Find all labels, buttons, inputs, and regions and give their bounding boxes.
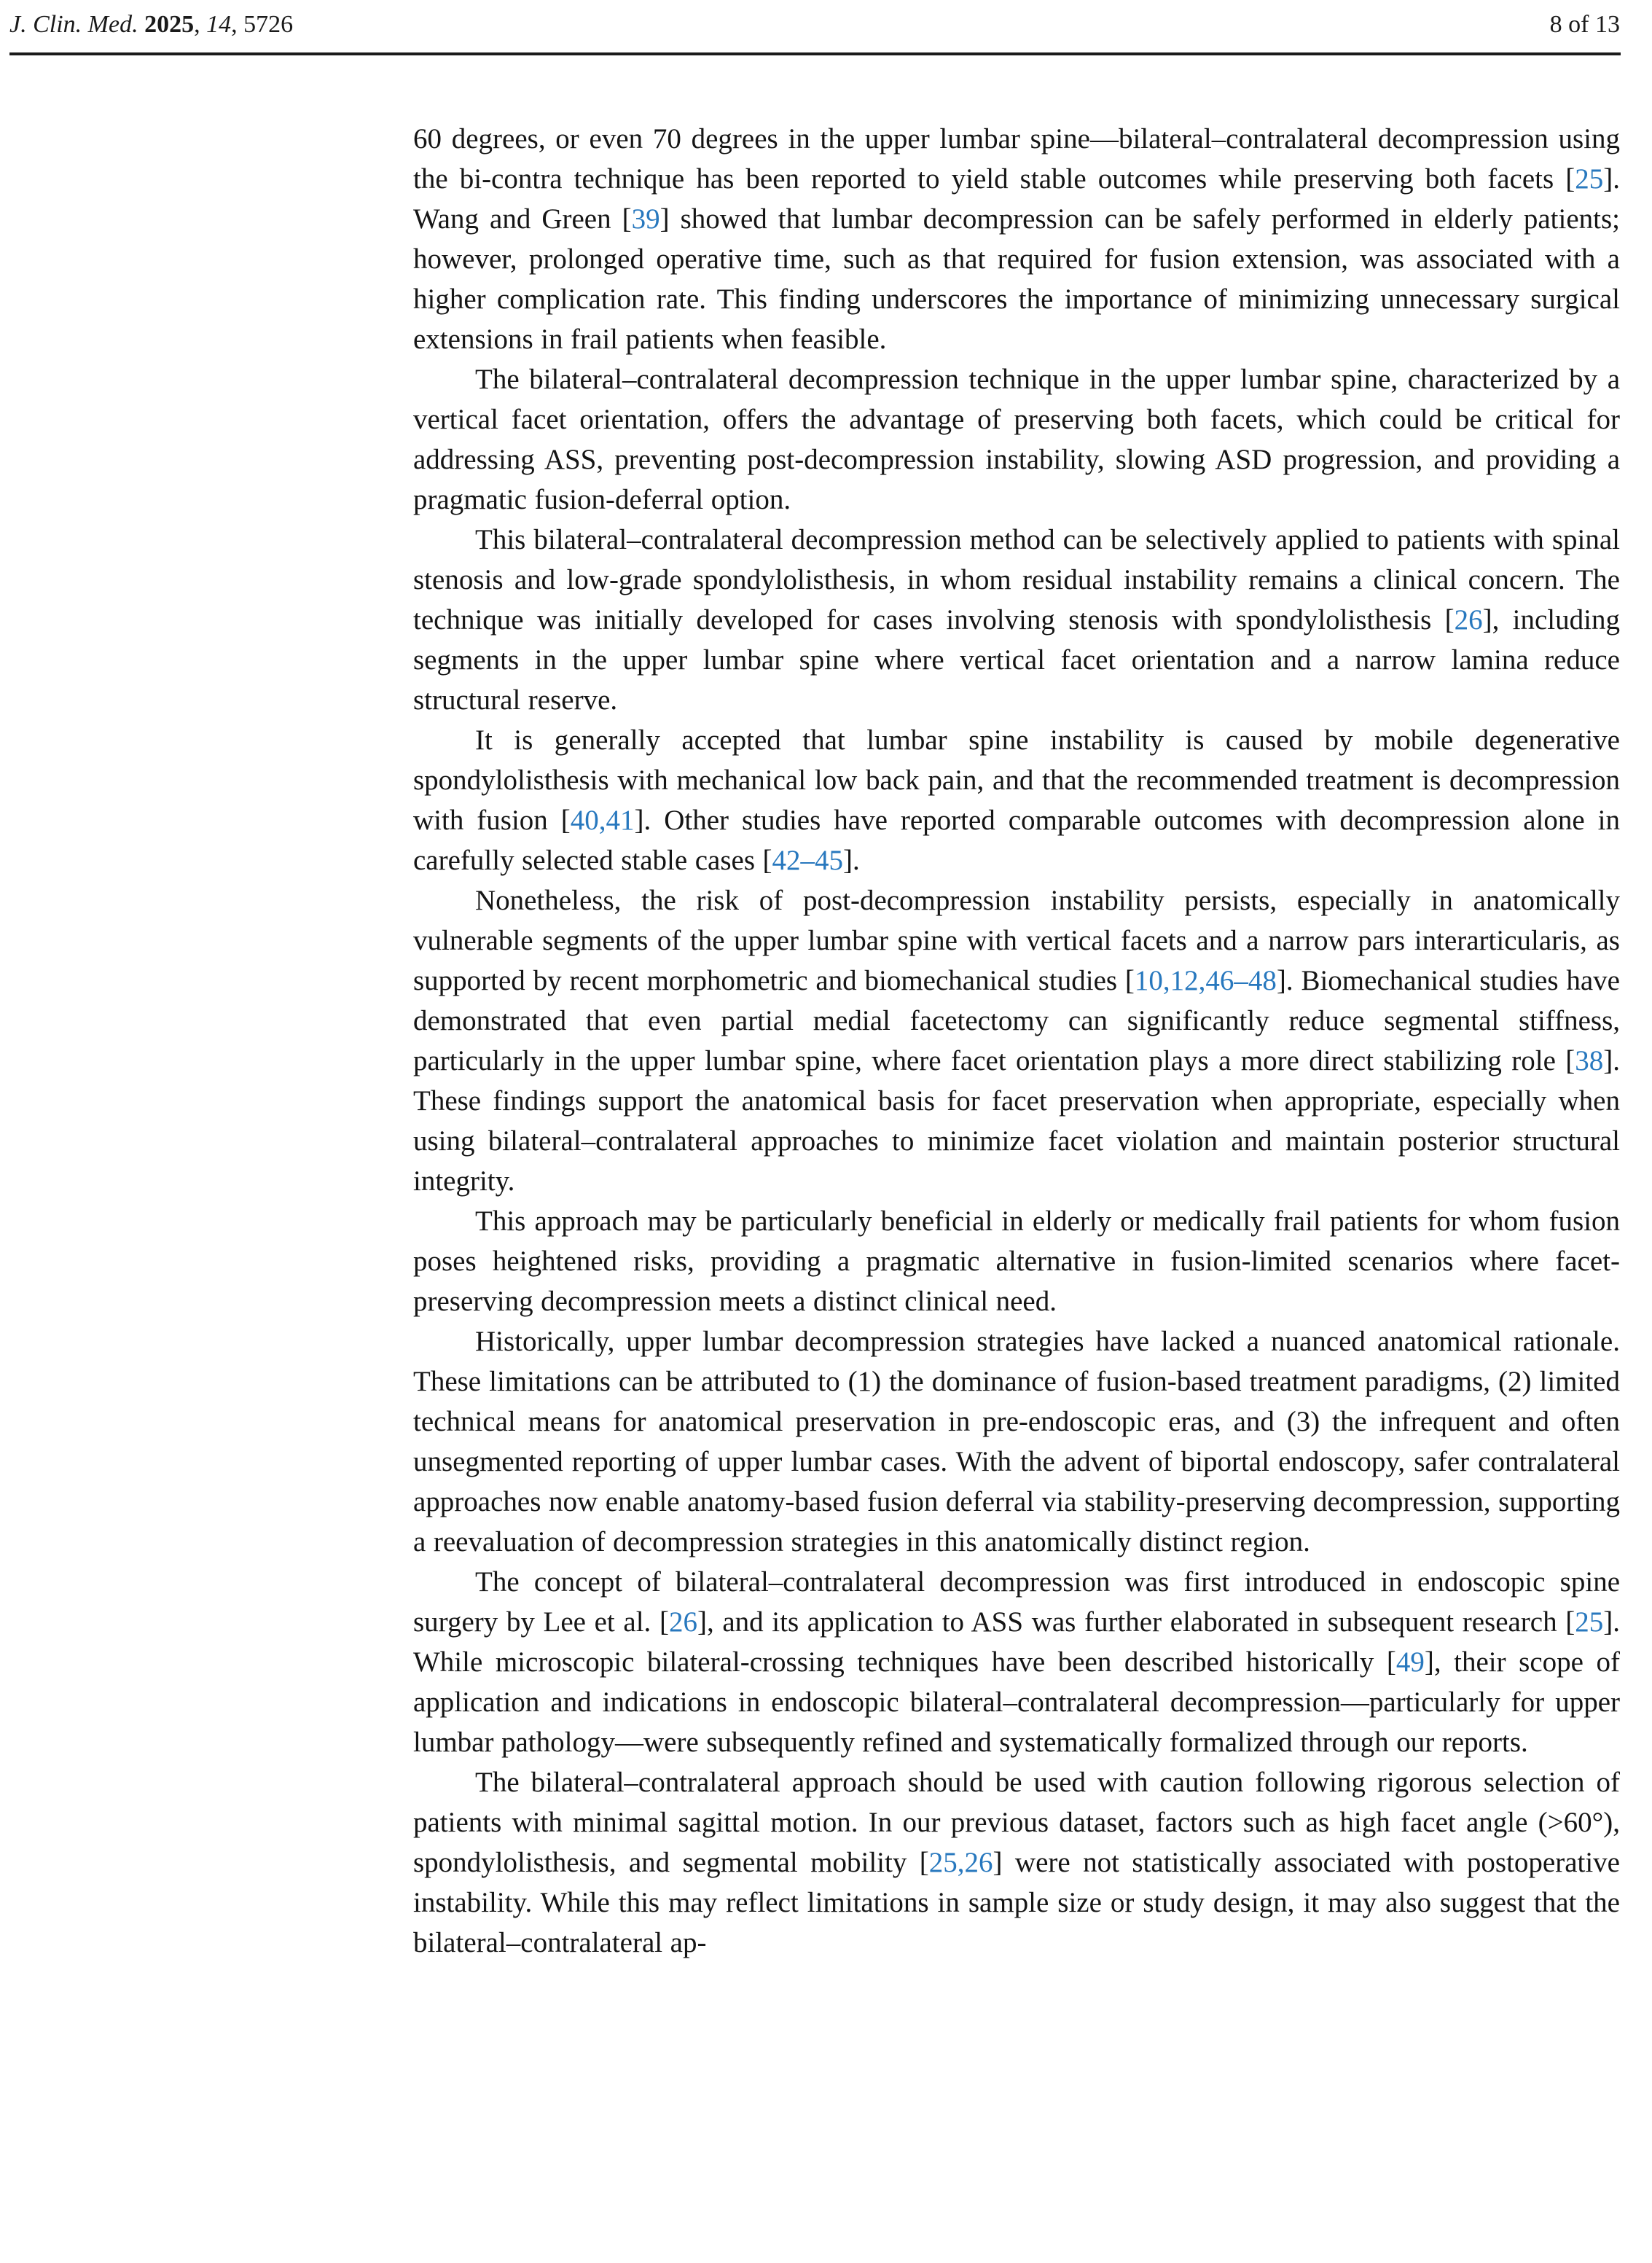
- citation-link[interactable]: 26: [668, 1606, 697, 1638]
- paragraph: The bilateral–contralateral decompression technique in the upper lumbar spine, characterized by a vertical facet orientation, offers the advantage of preserving both facets, which could be critical for addressing ASS, preventing post-decompression instability, slowing ASD progression, and providing a pragmatic fusion-deferral option.: [413, 364, 1620, 515]
- citation-link[interactable]: 39: [631, 203, 660, 235]
- citation-link[interactable]: 25,26: [928, 1847, 993, 1878]
- header-sep: ,: [194, 11, 207, 38]
- citation-link[interactable]: 10,12,46–48: [1134, 965, 1277, 996]
- citation-link[interactable]: 38: [1575, 1045, 1604, 1076]
- citation-link[interactable]: 40,41: [570, 805, 635, 836]
- paragraph: 60 degrees, or even 70 degrees in the upper lumbar spine—bilateral–contralateral decompression using the bi-contra technique has been reported to yield stable outcomes while preserving both facets [25]. Wang and Green [39] showed that lumbar decompression can be safely performed in elderly patients; however, prolonged operative time, such as that required for fusion extension, was associated with a higher complication rate. This finding underscores the importance of minimizing unnecessary surgical extensions in frail patients when feasible.: [413, 123, 1620, 355]
- paragraph: It is generally accepted that lumbar spine instability is caused by mobile degenerative spondylolisthesis with mechanical low back pain, and that the recommended treatment is decompression with fusion [40,41]. Other studies have reported comparable outcomes with decompression alone in carefully selected stable cases [42–45].: [413, 724, 1620, 876]
- page-header: [9, 9, 1620, 41]
- citation-link[interactable]: 25: [1575, 163, 1604, 195]
- journal-citation: [9, 9, 293, 41]
- citation-link[interactable]: 42–45: [772, 845, 844, 876]
- journal-article-number: , 5726: [231, 11, 294, 38]
- journal-year: 2025: [144, 11, 195, 38]
- page-number: 8 of 13: [1549, 11, 1620, 38]
- journal-abbrev: J. Clin. Med.: [9, 11, 138, 38]
- journal-volume: 14: [206, 11, 232, 38]
- article-body: [413, 119, 1620, 1963]
- header-space: [138, 11, 145, 38]
- paragraph: This bilateral–contralateral decompression method can be selectively applied to patients with spinal stenosis and low-grade spondylolisthesis, in whom residual instability remains a clinical concern. The technique was initially developed for cases involving stenosis with spondylolisthesis [26], including segments in the upper lumbar spine where vertical facet orientation and a narrow lamina reduce structural reserve.: [413, 524, 1620, 716]
- paragraph: Historically, upper lumbar decompression strategies have lacked a nuanced anatomical rationale. These limitations can be attributed to (1) the dominance of fusion-based treatment paradigms, (2) limited technical means for anatomical preservation in pre-endoscopic eras, and (3) the infrequent and often unsegmented reporting of upper lumbar cases. With the advent of biportal endoscopy, safer contralateral approaches now enable anatomy-based fusion deferral via stability-preserving decompression, supporting a reevaluation of decompression strategies in this anatomically distinct region.: [413, 1326, 1620, 1557]
- paragraph: The concept of bilateral–contralateral decompression was first introduced in endoscopic spine surgery by Lee et al. [26], and its application to ASS was further elaborated in subsequent research [25]. While microscopic bilateral-crossing techniques have been described historically [49], their scope of application and indications in endoscopic bilateral–contralateral decompression—particularly for upper lumbar pathology—were subsequently refined and systematically formalized through our reports.: [413, 1566, 1620, 1758]
- paragraph: The bilateral–contralateral approach should be used with caution following rigorous selection of patients with minimal sagittal motion. In our previous dataset, factors such as high facet angle (>60°), spondylolisthesis, and segmental mobility [25,26] were not statistically associated with postoperative instability. While this may reflect limitations in sample size or study design, it may also suggest that the bilateral–contralateral ap-: [413, 1767, 1620, 1958]
- paragraph: This approach may be particularly beneficial in elderly or medically frail patients for whom fusion poses heightened risks, providing a pragmatic alternative in fusion-limited scenarios where facet-preserving decompression meets a distinct clinical need.: [413, 1205, 1620, 1317]
- header-rule: [9, 52, 1621, 55]
- citation-link[interactable]: 49: [1395, 1646, 1425, 1678]
- paragraph: Nonetheless, the risk of post-decompression instability persists, especially in anatomically vulnerable segments of the upper lumbar spine with vertical facets and a narrow pars interarticularis, as supported by recent morphometric and biomechanical studies [10,12,46–48]. Biomechanical studies have demonstrated that even partial medial facetectomy can significantly reduce segmental stiffness, particularly in the upper lumbar spine, where facet orientation plays a more direct stabilizing role [38]. These findings support the anatomical basis for facet preservation when appropriate, especially when using bilateral–contralateral approaches to minimize facet violation and maintain posterior structural integrity.: [413, 885, 1620, 1197]
- citation-link[interactable]: 25: [1575, 1606, 1604, 1638]
- citation-link[interactable]: 26: [1454, 604, 1483, 636]
